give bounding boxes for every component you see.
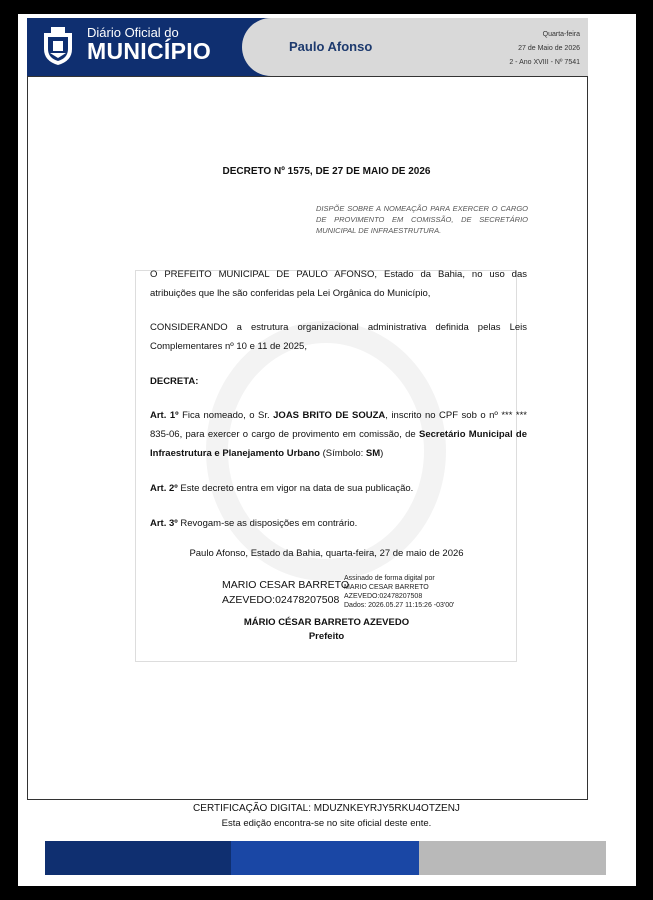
edition-number: 2 - Ano XVIII - Nº 7541	[509, 59, 580, 66]
art3-text: Revogam-se as disposições em contrário.	[177, 518, 358, 529]
decree-preamble: O PREFEITO MUNICIPAL DE PAULO AFONSO, Estado da Bahia, no uso das atribuições que lhe são conferidas pela Lei Orgânica do Município,	[150, 269, 527, 299]
city-name: Paulo Afonso	[289, 39, 373, 54]
digital-signature-details	[344, 574, 454, 610]
art1-appointee-name: JOAS BRITO DE SOUZA	[273, 410, 386, 421]
decree-article-1	[150, 406, 527, 463]
edition-date: 27 de Maio de 2026	[518, 45, 580, 52]
signatory-name: MÁRIO CÉSAR BARRETO AZEVEDO	[243, 617, 410, 628]
art1-text-c: (Símbolo:	[319, 448, 366, 459]
signatory-role: Prefeito	[308, 631, 345, 642]
signature-info-line4: Dados: 2026.05.27 11:15:26 -03'00'	[344, 602, 455, 609]
decree-article-3	[150, 514, 527, 533]
digital-certification: CERTIFICAÇÃO DIGITAL: MDUZNKEYRJY5RKU4OTZENJ	[193, 803, 460, 814]
edition-weekday: Quarta-feira	[542, 31, 580, 38]
decree-article-2	[150, 479, 527, 498]
gazette-header	[27, 18, 588, 76]
signature-name-line1: MARIO CESAR BARRETO	[222, 579, 349, 591]
art1-text-a: Fica nomeado, o Sr.	[178, 410, 274, 421]
signature-info-line3: AZEVEDO:02478207508	[344, 593, 423, 600]
footer-bar-grey	[419, 841, 606, 875]
signature-info-line2: MARIO CESAR BARRETO	[344, 584, 429, 591]
art3-label: Art. 3º	[150, 518, 178, 529]
art1-role: Secretário Municipal de Infraestrutura e Planejamento Urbano	[150, 429, 527, 459]
art1-text-d: )	[380, 448, 384, 459]
municipal-crest-icon	[41, 25, 75, 67]
signature-info-line1: Assinado de forma digital por	[344, 575, 435, 582]
place-and-date: Paulo Afonso, Estado da Bahia, quarta-feira, 27 de maio de 2026	[189, 548, 464, 559]
digital-signature-name	[222, 578, 349, 608]
art2-text: Este decreto entra em vigor na data de sua publicação.	[177, 483, 414, 494]
gazette-title-line1: Diário Oficial do	[87, 25, 179, 40]
decreta-label: DECRETA:	[150, 376, 199, 387]
decree-decreta	[150, 372, 527, 391]
gazette-title-line2: MUNICÍPIO	[87, 38, 212, 64]
footer-bar-blue	[231, 841, 419, 875]
art1-symbol: SM	[365, 448, 381, 459]
decree-considering: CONSIDERANDO a estrutura organizacional administrativa definida pelas Leis Complementares nº 10 e 11 de 2025,	[150, 322, 527, 352]
signature-name-line2: AZEVEDO:02478207508	[222, 594, 340, 606]
official-site-note: Esta edição encontra-se no site oficial deste ente.	[221, 818, 432, 829]
art1-label: Art. 1º	[150, 410, 179, 421]
signatory-block	[0, 616, 653, 644]
decree-title: DECRETO Nº 1575, DE 27 DE MAIO DE 2026	[222, 166, 431, 177]
decree-ementa: DISPÕE SOBRE A NOMEAÇÃO PARA EXERCER O CARGO DE PROVIMENTO EM COMISSÃO, DE SECRETÁRIO MUNICIPAL DE INFRAESTRUTURA.	[316, 204, 528, 235]
art1-text-b: , inscrito no CPF sob o nº *** *** 835-06, para exercer o cargo de provimento em comissão, de	[150, 410, 528, 440]
art2-label: Art. 2º	[150, 483, 178, 494]
footer-bar-navy	[45, 841, 231, 875]
